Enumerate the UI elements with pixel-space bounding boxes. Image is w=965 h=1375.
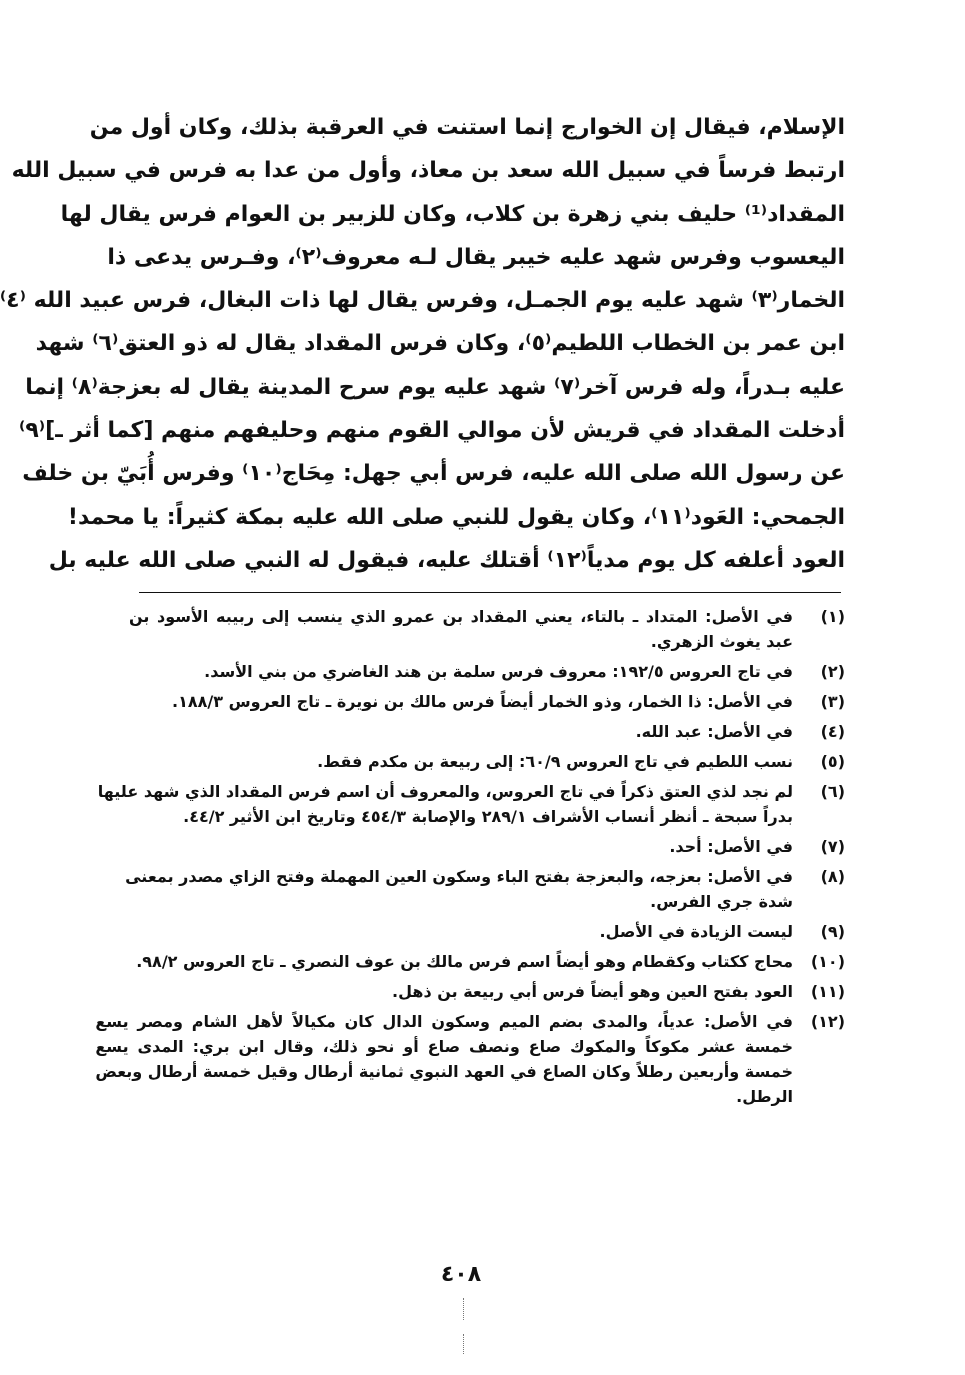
footnote-text: [129, 749, 793, 774]
footnote-text: [129, 919, 793, 944]
body-line: اليعسوب وفرس شهد عليه خيبر يقال لـه معروف⁽٢⁾، وفـرس يدعى ذا: [107, 244, 845, 270]
footnote-line: نسب اللطيم في تاج العروس ٦٠/٩: إلى ربيعة بن مكدم فقط.: [317, 752, 793, 771]
scan-margin-mark: [463, 1334, 464, 1354]
body-line: المقداد⁽¹⁾ حليف بني زهرة بن كلاب، وكان للزبير بن العوام فرس يقال لها: [60, 201, 845, 227]
body-line: ابن عمر بن الخطاب اللطيم⁽٥⁾، وكان فرس المقداد يقال له ذو العتق⁽٦⁾ شهد: [35, 331, 845, 357]
scan-margin-mark: [463, 1298, 464, 1320]
body-line: ارتبط فرساً في سبيل الله سعد بن معاذ، وأول من عدا به فرس في سبيل الله: [11, 158, 845, 184]
footnote-text: [98, 779, 793, 829]
footnote-number: (٦): [820, 782, 845, 801]
body-line: الخمار⁽٣⁾ شهد عليه يوم الجمـل، وفرس يقال لها ذات البغال، فرس عبيد الله ⁽٤⁾: [0, 288, 845, 314]
footnote-line: العود بفتح العين وهو أيضاً فرس أبي ربيعة بن ذهل.: [391, 982, 793, 1001]
footnote-line: خمسة وأربعين رطلاً وكان الصاع في العهد النبوي ثمانية أرطال وقيل خمسة أرطال وبعض: [95, 1062, 793, 1081]
footnotes-section: [95, 604, 845, 1114]
footnote-5: [129, 749, 845, 774]
body-line: أدخلت المقداد في قريش لأن موالي القوم منهم وحليفهم منهم [كما أثر ـ]⁽٩⁾: [19, 418, 845, 444]
footnote-line: في الأصل: عبد الله.: [635, 722, 793, 741]
footnote-line: ليست الزيادة في الأصل.: [599, 922, 793, 941]
footnote-text: [129, 659, 793, 684]
footnote-number: (١): [820, 607, 845, 626]
footnote-number: (٧): [820, 837, 845, 856]
footnote-line: شدة جري الفرس.: [650, 892, 793, 911]
footnote-2: [129, 659, 845, 684]
footnote-separator: [139, 592, 841, 593]
footnote-text: [129, 719, 793, 744]
footnote-12: [95, 1009, 845, 1109]
page-number: ٤٠٨: [440, 1262, 482, 1287]
footnote-number: (١٢): [810, 1012, 845, 1031]
footnote-9: [129, 919, 845, 944]
footnote-number: (٤): [820, 722, 845, 741]
footnote-number: (٥): [820, 752, 845, 771]
footnote-line: محاج ككتاب وكقطام وهو أيضاً اسم فرس مالك بن عوف النصري ـ تاج العروس ٩٨/٢.: [136, 952, 793, 971]
footnote-line: الرطل.: [736, 1087, 793, 1106]
footnote-line: في الأصل: المتداد ـ بالتاء، يعني المقداد بن عمرو الذي ينسب إلى ربيبه الأسود بن: [129, 607, 793, 626]
main-body-text: [0, 106, 845, 582]
body-line: الجمحي: العَود⁽١١⁾، وكان يقول للنبي صلى الله عليه بمكة كثيراً: يا محمد!: [67, 504, 845, 530]
footnote-11: [129, 979, 845, 1004]
footnote-number: (١١): [810, 982, 845, 1001]
footnote-text: [125, 864, 793, 914]
footnote-line: في الأصل: بعزجه، والبعزجة بفتح الباء وسكون العين المهملة وفتح الزاي مصدر بمعنى: [125, 867, 793, 886]
footnote-3: [129, 689, 845, 714]
footnote-line: عبد يغوث الزهري.: [650, 632, 793, 651]
footnote-8: [125, 864, 845, 914]
body-line: العود أعلفه كل يوم مدياً⁽١٢⁾ أقتلك عليه، فيقول له النبي صلى الله عليه بل: [48, 547, 845, 573]
footnote-line: في تاج العروس ١٩٢/٥: معروف فرس سلمة بن هند الغاضري من بني الأسد.: [204, 662, 793, 681]
footnote-text: [129, 604, 793, 654]
footnote-line: في الأصل: عدياً، والمدى بضم الميم وسكون الدال كان مكيالاً لأهل الشام ومصر يسع: [95, 1012, 793, 1031]
footnote-number: (١٠): [810, 952, 845, 971]
footnote-number: (٩): [820, 922, 845, 941]
footnote-line: لم نجد لذي العتق ذكراً في تاج العروس، والمعروف أن اسم فرس المقداد الذي شهد عليها: [97, 782, 793, 801]
footnote-text: [95, 1009, 793, 1109]
footnote-text: [129, 834, 793, 859]
footnote-line: بدراً سبحة ـ أنظر أنساب الأشراف ٢٨٩/١ والإصابة ٤٥٤/٣ وتاريخ ابن الأثير ٤٤/٢.: [183, 807, 793, 826]
footnote-7: [129, 834, 845, 859]
footnote-text: [129, 979, 793, 1004]
footnote-10: [129, 949, 845, 974]
footnote-number: (٢): [820, 662, 845, 681]
footnote-line: خمسة عشر مكوكاً والمكوك صاع ونصف صاع أو نحو ذلك، وقال ابن بري: المدى يسع: [95, 1037, 793, 1056]
footnote-number: (٨): [820, 867, 845, 886]
body-line: الإسلام، فيقال إن الخوارج إنما استنت في العرقبة بذلك، وكان أول من: [89, 115, 845, 140]
footnote-line: في الأصل: أحد.: [669, 837, 793, 856]
body-line: عليه بـدراً، وله فرس آخر⁽٧⁾ شهد عليه يوم سرح المدينة يقال له بعزجة⁽٨⁾ إنما: [25, 374, 845, 400]
body-line: عن رسول الله صلى الله عليه، فرس أبي جهل: مِحَاج⁽١٠⁾ وفرس أُبَيّ بن خلف: [22, 461, 845, 487]
footnote-text: [129, 949, 793, 974]
footnote-6: [97, 779, 845, 829]
footnote-number: (٣): [820, 692, 845, 711]
footnote-text: [129, 689, 793, 714]
footnote-4: [129, 719, 845, 744]
footnote-line: في الأصل: ذا الخمار، وذو الخمار أيضاً فرس مالك بن نويرة ـ تاج العروس ١٨٨/٣.: [172, 692, 793, 711]
footnote-1: [129, 604, 845, 654]
